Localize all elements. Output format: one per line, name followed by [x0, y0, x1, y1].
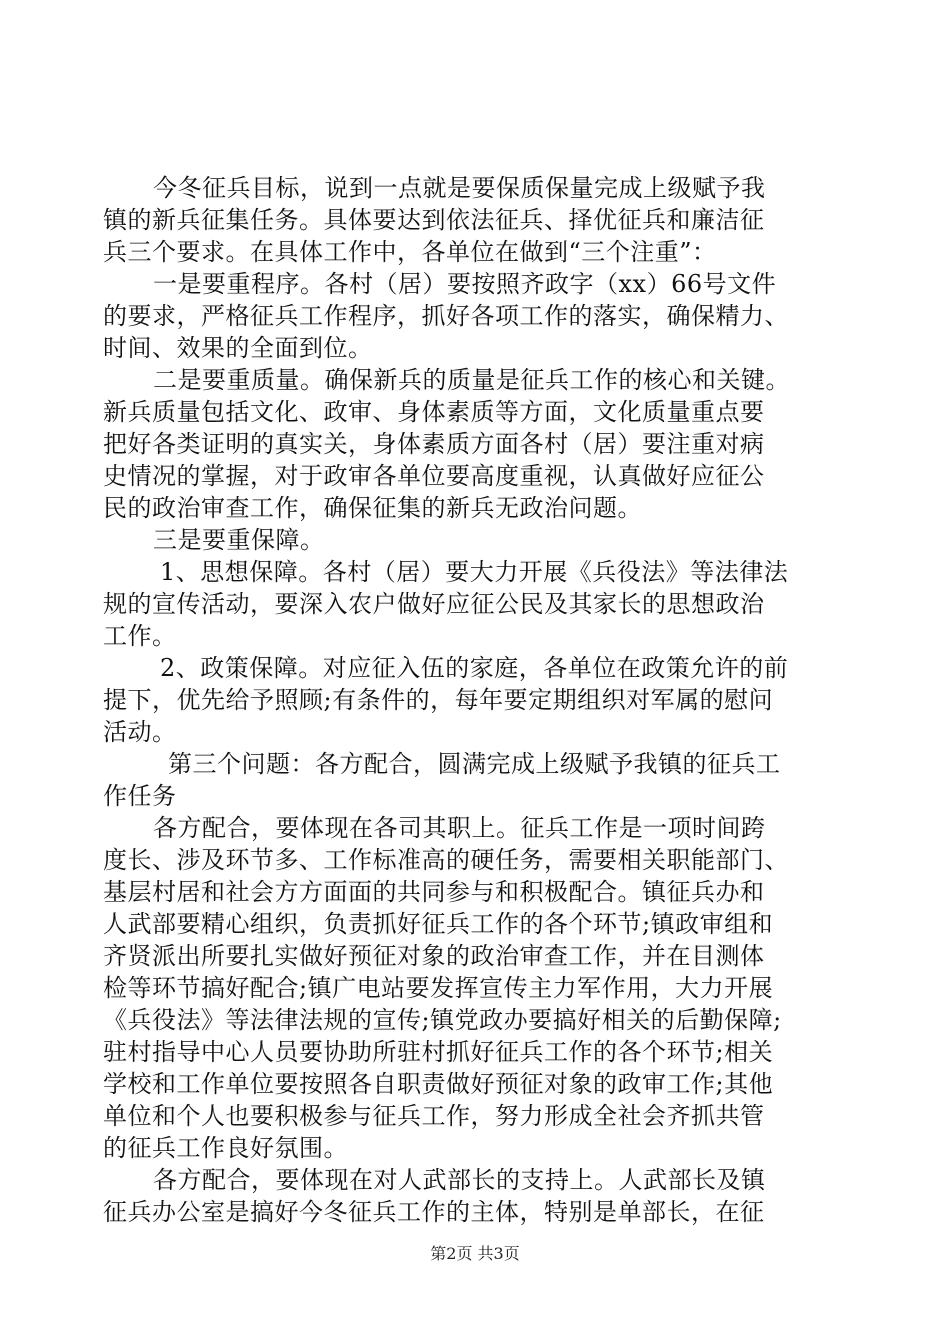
document-body [103, 172, 853, 1228]
text-line: 新兵质量包括文化、政审、身体素质等方面，文化质量重点要 [103, 398, 765, 426]
text-line: 工作。 [103, 622, 177, 650]
text-line: 人武部要精心组织，负责抓好征兵工作的各个环节;镇政审组和 [103, 910, 774, 938]
text-line: 把好各类证明的真实关，身体素质方面各村（居）要注重对病 [103, 430, 765, 458]
text-line: 今冬征兵目标，说到一点就是要保质保量完成上级赋予我 [153, 174, 766, 202]
text-line: 齐贤派出所要扎实做好预征对象的政治审查工作，并在目测体 [103, 942, 765, 970]
text-line: 提下，优先给予照顾;有条件的，每年要定期组织对军属的慰问 [103, 686, 774, 714]
text-line: 驻村指导中心人员要协助所驻村抓好征兵工作的各个环节;相关 [103, 1038, 774, 1066]
page-footer: 第2页 共3页 [430, 1244, 520, 1263]
text-line: 规的宣传活动，要深入农户做好应征公民及其家长的思想政治 [103, 590, 765, 618]
text-line: 学校和工作单位要按照各自职责做好预征对象的政审工作;其他 [103, 1070, 774, 1098]
text-line: 的征兵工作良好氛围。 [103, 1134, 348, 1162]
text-line: 时间、效果的全面到位。 [103, 334, 373, 362]
text-line: 镇的新兵征集任务。具体要达到依法征兵、择优征兵和廉洁征 [103, 206, 765, 234]
text-line: 史情况的掌握，对于政审各单位要高度重视，认真做好应征公 [103, 462, 765, 490]
text-line: 1、思想保障。各村（居）要大力开展《兵役法》等法律法 [160, 558, 789, 586]
text-line: 的要求，严格征兵工作程序，抓好各项工作的落实，确保精力、 [103, 302, 789, 330]
text-line: 检等环节搞好配合;镇广电站要发挥宣传主力军作用，大力开展 [103, 974, 774, 1002]
text-line: 度长、涉及环节多、工作标准高的硬任务，需要相关职能部门、 [103, 846, 789, 874]
text-line: 2、政策保障。对应征入伍的家庭，各单位在政策允许的前 [160, 654, 789, 682]
text-line: 二是要重质量。确保新兵的质量是征兵工作的核心和关键。 [153, 366, 790, 394]
text-line: 《兵役法》等法律法规的宣传;镇党政办要搞好相关的后勤保障; [103, 1006, 782, 1034]
text-line: 民的政治审查工作，确保征集的新兵无政治问题。 [103, 494, 642, 522]
text-line: 活动。 [103, 718, 177, 746]
text-line: 各方配合，要体现在对人武部长的支持上。人武部长及镇 [153, 1166, 766, 1194]
text-line: 一是要重程序。各村（居）要按照齐政字（xx）66号文件 [153, 270, 777, 298]
text-line: 各方配合，要体现在各司其职上。征兵工作是一项时间跨 [153, 814, 766, 842]
text-line: 第三个问题：各方配合，圆满完成上级赋予我镇的征兵工 [168, 750, 781, 778]
text-line: 单位和个人也要积极参与征兵工作，努力形成全社会齐抓共管 [103, 1102, 765, 1130]
text-line: 基层村居和社会方方面面的共同参与和积极配合。镇征兵办和 [103, 878, 765, 906]
text-line: 作任务 [103, 782, 177, 810]
text-line: 三是要重保障。 [153, 526, 325, 554]
text-line: 征兵办公室是搞好今冬征兵工作的主体，特别是单部长，在征 [103, 1198, 765, 1226]
text-line: 兵三个要求。在具体工作中，各单位在做到“三个注重”： [103, 238, 717, 266]
